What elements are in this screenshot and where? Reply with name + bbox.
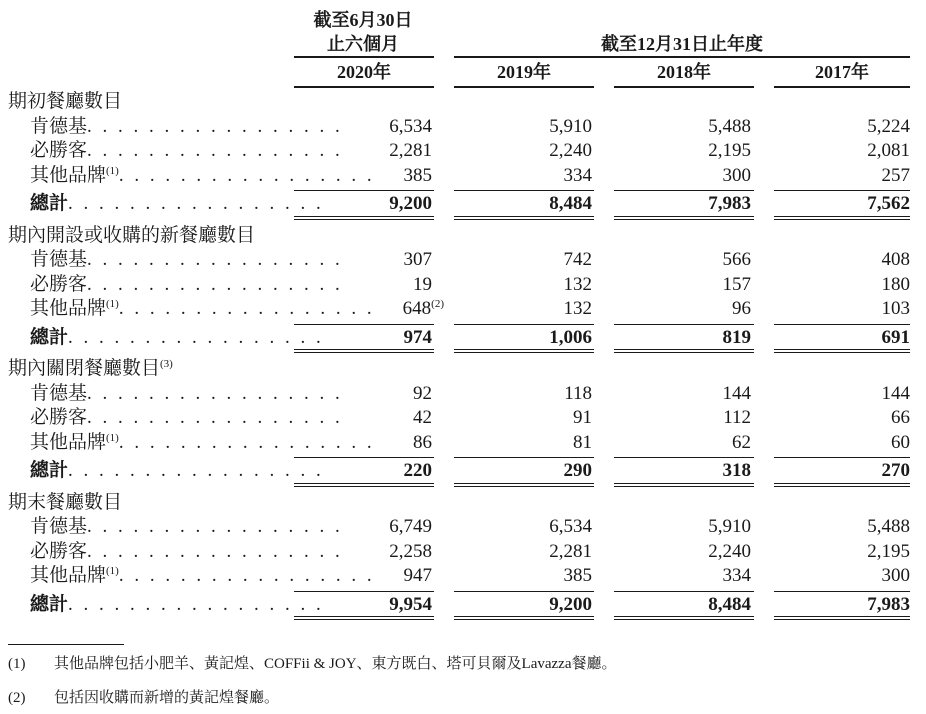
table-cell: [867, 139, 910, 163]
total-rule: [774, 619, 910, 620]
total-value: 691: [881, 326, 910, 348]
section-title-text: 期內開設或收購的新餐廳數目: [8, 224, 256, 246]
total-cell: [723, 326, 752, 350]
cell-value: 157: [722, 273, 751, 295]
cell-value: 2,240: [549, 140, 592, 161]
leader-dots: . . . . . . . . . . . . . . . . .: [87, 382, 343, 404]
leader-dots: . . . . . . . . . . . . . . . . .: [68, 193, 324, 214]
section-title: [8, 357, 173, 381]
section-title: [8, 491, 122, 515]
table-cell: [549, 515, 592, 539]
table-cell: [564, 164, 593, 188]
row-label-text: 其他品牌: [30, 164, 107, 186]
cell-value: 2,195: [708, 140, 751, 161]
total-rule: [454, 616, 594, 617]
footnote-divider: [8, 644, 124, 645]
cell-value: 180: [881, 273, 910, 295]
row-label: [30, 164, 375, 188]
subtotal-rule: [454, 457, 594, 458]
footnote-1-text: 其他品牌包括小肥羊、黃記煌、COFFii & JOY、東方既白、塔可貝爾及Lavazza餐廳。: [54, 656, 617, 672]
subtotal-rule: [774, 190, 910, 191]
cell-value: 2,081: [867, 140, 910, 161]
row-label: [30, 248, 343, 272]
row-label-text: 肯德基: [30, 382, 88, 404]
footnote-2: [8, 688, 280, 708]
row-label: [30, 540, 343, 564]
cell-value: 947: [403, 565, 432, 586]
cell-value: 5,910: [549, 115, 592, 137]
cell-value: 132: [563, 298, 592, 319]
total-rule: [614, 619, 754, 620]
total-rule: [454, 619, 594, 620]
table-cell: [573, 431, 592, 455]
leader-dots: . . . . . . . . . . . . . . . . .: [87, 249, 343, 270]
total-value: 290: [563, 460, 592, 481]
row-label-text: 必勝客: [30, 540, 88, 562]
cell-value: 300: [881, 565, 910, 586]
section-title-text: 期內關閉餐廳數目: [8, 358, 161, 379]
cell-value: 112: [723, 407, 751, 428]
total-value: 974: [403, 326, 432, 348]
total-rule: [454, 486, 594, 487]
table-cell: [723, 248, 752, 272]
subtotal-rule: [614, 190, 754, 191]
total-cell: [867, 593, 910, 617]
total-rule: [614, 616, 754, 617]
row-label-text: 必勝客: [30, 273, 88, 295]
table-cell: [564, 564, 593, 588]
total-value: 9,200: [549, 593, 592, 615]
total-rule: [294, 483, 434, 484]
table-cell: [389, 139, 432, 163]
leader-dots: . . . . . . . . . . . . . . . . .: [118, 164, 375, 186]
cell-value: 300: [722, 164, 751, 186]
row-label-text: 肯德基: [30, 249, 88, 270]
table-cell: [389, 540, 432, 564]
table-cell: [573, 406, 592, 430]
year-rule-2019: [454, 86, 594, 88]
total-value: 819: [722, 326, 751, 348]
total-rule: [294, 619, 434, 620]
table-cell: [723, 564, 752, 588]
total-rule: [294, 616, 434, 617]
total-rule: [294, 349, 434, 350]
table-cell: [389, 115, 432, 139]
year-header-2019: 2019年: [497, 62, 551, 82]
total-cell: [549, 192, 592, 216]
total-rule: [774, 483, 910, 484]
leader-dots: . . . . . . . . . . . . . . . . .: [68, 326, 324, 348]
cell-value: 5,224: [867, 115, 910, 137]
cell-value: 742: [563, 249, 592, 270]
cell-value: 5,488: [708, 115, 751, 137]
cell-value: 307: [403, 249, 432, 270]
cell-value: 334: [722, 565, 751, 586]
total-cell: [549, 593, 592, 617]
total-value: 8,484: [708, 593, 751, 615]
section-title-text: 期末餐廳數目: [8, 491, 123, 513]
footnote-ref: (2): [431, 298, 444, 310]
table-cell: [708, 139, 751, 163]
table-cell: [732, 297, 751, 321]
subtotal-rule: [294, 591, 434, 592]
total-cell: [867, 192, 910, 216]
cell-value: 2,195: [867, 540, 910, 562]
leader-dots: . . . . . . . . . . . . . . . . .: [87, 540, 343, 562]
leader-dots: . . . . . . . . . . . . . . . . .: [118, 431, 375, 453]
leader-dots: . . . . . . . . . . . . . . . . .: [87, 407, 343, 428]
cell-value: 6,534: [549, 516, 592, 537]
total-rule: [774, 216, 910, 217]
table-cell: [882, 382, 911, 406]
table-cell: [404, 164, 433, 188]
total-value: 318: [722, 460, 751, 481]
period-h1-rule: [294, 56, 434, 58]
total-rule: [454, 349, 594, 350]
total-value: 9,954: [389, 593, 432, 615]
table-cell: [867, 540, 910, 564]
year-header-2020: 2020年: [337, 62, 391, 82]
subtotal-rule: [614, 591, 754, 592]
cell-value: 66: [891, 407, 910, 428]
subtotal-rule: [774, 591, 910, 592]
total-cell: [404, 459, 433, 483]
subtotal-rule: [294, 457, 434, 458]
subtotal-rule: [294, 324, 434, 325]
table-cell: [723, 382, 752, 406]
cell-value: 132: [563, 273, 592, 295]
table-cell: [882, 297, 911, 321]
subtotal-rule: [774, 457, 910, 458]
total-rule: [294, 219, 434, 220]
cell-value: 385: [563, 565, 592, 586]
footnote-ref: (1): [106, 565, 119, 577]
total-rule: [774, 349, 910, 350]
period-fy-rule: [454, 56, 910, 58]
footnote-ref: (1): [106, 431, 119, 444]
total-value: 220: [403, 460, 432, 481]
cell-value: 144: [881, 382, 910, 404]
period-h1-line1: 截至6月30日: [313, 10, 413, 30]
total-cell: [549, 326, 592, 350]
row-label: [30, 297, 375, 321]
table-cell: [564, 273, 593, 297]
table-cell: [413, 406, 432, 430]
cell-value: 5,910: [708, 516, 751, 537]
total-rule: [614, 486, 754, 487]
table-cell: [882, 248, 911, 272]
table-cell: [549, 139, 592, 163]
row-label-text: 肯德基: [30, 115, 88, 137]
total-cell: [564, 459, 593, 483]
row-label-text: 其他品牌: [30, 298, 107, 319]
leader-dots: . . . . . . . . . . . . . . . . .: [87, 273, 343, 295]
row-label: [30, 406, 343, 430]
cell-value: 96: [732, 298, 751, 319]
total-label-text: 總計: [30, 326, 69, 348]
total-cell: [389, 593, 432, 617]
row-label-text: 必勝客: [30, 140, 88, 161]
table-cell: [404, 248, 433, 272]
row-label: [30, 273, 343, 297]
period-fy-header: 截至12月31日止年度: [601, 34, 763, 54]
table-cell: [867, 515, 910, 539]
table-cell: [549, 540, 592, 564]
cell-value: 19: [413, 273, 432, 295]
total-value: 7,983: [867, 593, 910, 615]
cell-value: 86: [413, 431, 432, 453]
cell-value: 408: [881, 249, 910, 270]
total-rule: [454, 216, 594, 217]
cell-value: 2,281: [549, 540, 592, 562]
subtotal-rule: [454, 190, 594, 191]
table-cell: [882, 564, 911, 588]
table-cell: [867, 115, 910, 139]
table-cell: [891, 406, 910, 430]
subtotal-rule: [774, 324, 910, 325]
footnote-ref: (1): [106, 164, 119, 177]
table-cell: [882, 164, 911, 188]
row-label-text: 其他品牌: [30, 565, 107, 586]
table-cell: [413, 382, 432, 406]
row-label: [30, 515, 343, 539]
cell-value: 91: [573, 407, 592, 428]
total-rule: [614, 352, 754, 353]
year-header-2018: 2018年: [657, 62, 711, 82]
cell-value: 566: [722, 249, 751, 270]
period-h1-line2: 止六個月: [327, 34, 399, 54]
subtotal-rule: [614, 457, 754, 458]
footnote-ref: (1): [106, 298, 119, 310]
table-cell: [732, 431, 751, 455]
table-cell: [404, 564, 433, 588]
leader-dots: . . . . . . . . . . . . . . . . .: [118, 298, 375, 319]
table-cell: [413, 431, 432, 455]
leader-dots: . . . . . . . . . . . . . . . . .: [87, 140, 343, 161]
total-rule: [614, 349, 754, 350]
cell-value: 2,240: [708, 540, 751, 562]
total-value: 1,006: [549, 326, 592, 348]
year-header-2017: 2017年: [815, 62, 869, 82]
row-label-text: 肯德基: [30, 516, 88, 537]
year-rule-2018: [614, 86, 754, 88]
leader-dots: . . . . . . . . . . . . . . . . .: [68, 593, 324, 615]
table-cell: [549, 115, 592, 139]
total-rule: [774, 219, 910, 220]
total-label-text: 總計: [30, 193, 69, 214]
total-value: 7,562: [867, 193, 910, 214]
subtotal-rule: [294, 190, 434, 191]
total-label-text: 總計: [30, 593, 69, 615]
total-rule: [454, 219, 594, 220]
table-cell: [708, 115, 751, 139]
cell-value: 60: [891, 431, 910, 453]
cell-value: 81: [573, 431, 592, 453]
cell-value: 334: [563, 164, 592, 186]
year-rule-2020: [294, 86, 434, 88]
total-rule: [774, 486, 910, 487]
row-label: [30, 115, 343, 139]
row-label: [30, 139, 343, 163]
table-cell: [403, 297, 444, 321]
total-cell: [708, 593, 751, 617]
table-cell: [708, 515, 751, 539]
footnote-1-marker: (1): [8, 656, 26, 672]
row-label-text: 必勝客: [30, 407, 88, 428]
subtotal-rule: [454, 324, 594, 325]
cell-value: 648: [402, 298, 432, 319]
table-cell: [882, 273, 911, 297]
leader-dots: . . . . . . . . . . . . . . . . .: [87, 516, 343, 537]
total-rule: [294, 486, 434, 487]
total-value: 270: [881, 460, 910, 481]
total-rule: [454, 483, 594, 484]
table-cell: [413, 273, 432, 297]
row-label-text: 其他品牌: [30, 431, 107, 453]
row-label: [30, 382, 343, 406]
cell-value: 118: [564, 382, 592, 404]
total-value: 8,484: [549, 193, 592, 214]
footnote-2-marker: (2): [8, 690, 26, 706]
total-label: [30, 192, 324, 216]
leader-dots: . . . . . . . . . . . . . . . . .: [68, 460, 324, 481]
section-title-text: 期初餐廳數目: [8, 91, 123, 112]
leader-dots: . . . . . . . . . . . . . . . . .: [118, 565, 375, 586]
total-rule: [774, 616, 910, 617]
cell-value: 144: [722, 382, 751, 404]
leader-dots: . . . . . . . . . . . . . . . . .: [87, 115, 343, 137]
section-title: [8, 90, 122, 114]
table-cell: [564, 382, 592, 406]
total-rule: [614, 219, 754, 220]
subtotal-rule: [454, 591, 594, 592]
subtotal-rule: [614, 324, 754, 325]
cell-value: 2,281: [389, 140, 432, 161]
total-rule: [614, 483, 754, 484]
total-rule: [294, 352, 434, 353]
total-rule: [294, 216, 434, 217]
total-rule: [454, 352, 594, 353]
table-cell: [891, 431, 910, 455]
total-cell: [389, 192, 432, 216]
table-cell: [723, 164, 752, 188]
total-cell: [708, 192, 751, 216]
total-cell: [882, 459, 911, 483]
total-cell: [404, 326, 433, 350]
cell-value: 257: [881, 164, 910, 186]
total-cell: [882, 326, 911, 350]
cell-value: 92: [413, 382, 432, 404]
year-rule-2017: [774, 86, 910, 88]
table-cell: [723, 406, 751, 430]
total-rule: [774, 352, 910, 353]
total-label: [30, 593, 324, 617]
cell-value: 6,534: [389, 115, 432, 137]
period-h1-header: [292, 8, 434, 56]
total-rule: [614, 216, 754, 217]
total-label: [30, 459, 324, 483]
cell-value: 5,488: [867, 516, 910, 537]
table-cell: [708, 540, 751, 564]
table-cell: [389, 515, 432, 539]
table-cell: [564, 248, 593, 272]
cell-value: 62: [732, 431, 751, 453]
total-cell: [723, 459, 752, 483]
cell-value: 6,749: [389, 516, 432, 537]
cell-value: 103: [881, 298, 910, 319]
total-label: [30, 326, 324, 350]
section-title: [8, 224, 255, 248]
row-label: [30, 564, 375, 588]
footnote-ref: (3): [160, 358, 173, 370]
total-label-text: 總計: [30, 460, 69, 481]
cell-value: 385: [403, 164, 432, 186]
footnote-2-text: 包括因收購而新增的黃記煌餐廳。: [54, 690, 280, 706]
cell-value: 2,258: [389, 540, 432, 562]
cell-value: 42: [413, 407, 432, 428]
footnote-1: [8, 654, 617, 674]
table-cell: [723, 273, 752, 297]
row-label: [30, 431, 375, 455]
total-value: 9,200: [389, 193, 432, 214]
table-cell: [564, 297, 593, 321]
total-value: 7,983: [708, 193, 751, 214]
